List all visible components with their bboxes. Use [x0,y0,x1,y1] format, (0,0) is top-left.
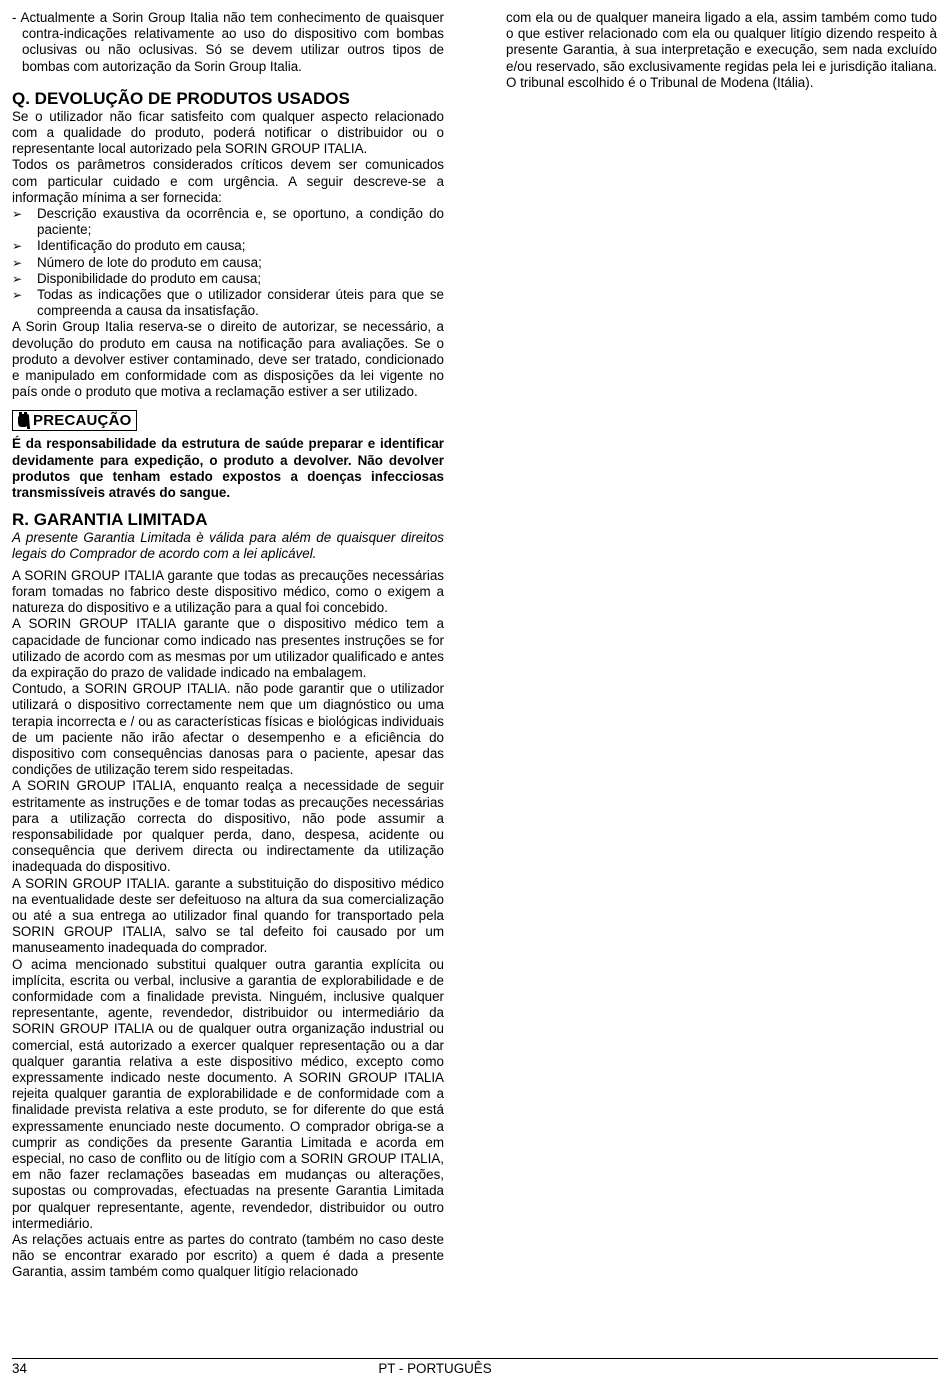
list-item: ➢ Disponibilidade do produto em causa; [12,270,262,286]
language-label: PT - PORTUGUÊS [378,1361,492,1376]
contraindication-item: - Actualmente a Sorin Group Italia não tem conhecimento de quaisquer contra-indicações relativamente ao uso do dispositivo com bombas oclusivas ou não oclusivas. Só se devem utilizar outros tipos de bombas com autorização da Sorin Group Italia. [12,10,444,74]
warranty-paragraph-6: O acima mencionado substitui qualquer outra garantia explícita ou implícita, escrita ou verbal, inclusive a garantia de explorabilidade e de conformidade com a finalidade prevista. Ninguém, inclusive qualquer representante, agente, revendedor, distribuidor ou intermediário da SORIN GROUP ITALIA ou de qualquer outra organização industrial ou comercial, está autorizado a exercer qualquer representação ou a dar qualquer garantia relativa a este dispositivo médico, excepto como expressamente indicado neste documento. A SORIN GROUP ITALIA rejeita qualquer garantia de explorabilidade e de conformidade com a finalidade prevista relativa a este produto, se for diferente do que está expressamente enunciado neste documento. O comprador obriga-se a cumprir as condições da presente Garantia Limitada e acorda em especial, no caso de conflito ou de litígio com a SORIN GROUP ITALIA, em não fazer reclamações baseadas em mudanças ou alterações, supostas ou comprovadas, efectuadas na presente Garantia Limitada por qualquer representante, agente, revendedor, distribuidor ou outro intermediário. [12,956,444,1231]
warranty-intro: A presente Garantia Limitada è válida para além de quaisquer direitos legais do Comprador de acordo com a lei aplicável. [12,530,444,562]
list-item: ➢ Número de lote do produto em causa; [12,254,262,270]
hand-caution-icon [17,412,30,429]
footer-divider [12,1358,938,1359]
caution-label: PRECAUÇÃO [33,412,132,430]
list-item: ➢ Descrição exaustiva da ocorrência e, se oportuno, a condição do paciente; [12,206,444,238]
arrow-bullet-icon: ➢ [12,207,23,222]
caution-text: É da responsabilidade da estrutura de saúde preparar e identificar devidamente para expedição, o produto a devolver. Não devolver produtos que tenham estado expostos a doenças infecciosas transmissíveis através do sangue. [12,436,444,501]
warranty-continuation: com ela ou de qualquer maneira ligado a ela, assim também como tudo o que estiver relacionado com ela ou qualquer litígio dizendo respeito à presente Garantia, à sua interpretação e execução, sem nada excluído e/ou reservado, são exclusivamente regidas pela lei e jurisdição italiana. O tribunal escolhido é o Tribunal de Modena (Itália). [506,10,937,90]
required-info-list [12,206,444,319]
arrow-bullet-icon: ➢ [12,255,23,270]
warranty-paragraph-2: A SORIN GROUP ITALIA garante que o dispositivo médico tem a capacidade de funcionar como indicado nas presentes instruções se for utilizado de acordo com as mesmas por um utilizador qualificado e antes da expiração do prazo de validade indicado na embalagem. [12,616,444,680]
section-q-paragraph-2: Todos os parâmetros considerados críticos devem ser comunicados com particular cuidado e com urgência. A seguir descreve-se a informação mínima a ser fornecida: [12,157,444,205]
section-r-heading: R. GARANTIA LIMITADA [12,510,208,530]
warranty-paragraph-3: Contudo, a SORIN GROUP ITALIA. não pode garantir que o utilizador utilizará o dispositivo correctamente nem que um diagnóstico ou uma terapia incorrecta e / ou as características físicas e biológicas individuais de um paciente não irão afectar o desempenho e a eficiência do dispositivo com consequências danosas para o paciente, apesar das condições de utilização terem sido respeitadas. [12,681,444,778]
section-q-paragraph-3: A Sorin Group Italia reserva-se o direito de autorizar, se necessário, a devolução do produto em causa na notificação para avaliações. Se o produto a devolver estiver contaminado, deve ser tratado, condicionado e manipulado em conformidade com as disposições da lei vigente no país onde o produto que motiva a reclamação estiver a ser utilizado. [12,319,444,400]
left-column [12,10,444,1281]
caution-box [12,410,137,431]
arrow-bullet-icon: ➢ [12,239,23,254]
section-q-paragraph-1: Se o utilizador não ficar satisfeito com qualquer aspecto relacionado com a qualidade do produto, poderá notificar o distribuidor ou o representante local autorizado pela SORIN GROUP ITALIA. [12,108,444,157]
arrow-bullet-icon: ➢ [12,271,23,286]
arrow-bullet-icon: ➢ [12,288,23,303]
warranty-paragraph-7: As relações actuais entre as partes do contrato (também no caso deste não se encontrar exarado por escrito) a quem é dada a presente Garantia, assim também como qualquer litígio relacionado [12,1232,444,1280]
warranty-paragraph-4: A SORIN GROUP ITALIA, enquanto realça a necessidade de seguir estritamente as instruções e de tomar todas as precauções necessárias para a utilização correcta do dispositivo, não pode assumir a responsabilidade por qualquer perda, dano, despesa, acidente ou consequência que derivem directa ou indirectamente da utilização inadequada do dispositivo. [12,778,444,875]
page-number: 34 [12,1361,27,1376]
right-column [506,10,937,91]
warranty-paragraph-5: A SORIN GROUP ITALIA. garante a substituição do dispositivo médico na eventualidade deste ser defeituoso na altura da sua comercialização ou até a sua entrega ao utilizador final quando for transportado pela SORIN GROUP ITALIA, salvo se tal defeito foi causado por um manuseamento inadequada do comprador. [12,875,444,956]
list-item: ➢ Todas as indicações que o utilizador considerar úteis para que se compreenda a causa da insatisfação. [12,287,444,319]
warranty-paragraph-1: A SORIN GROUP ITALIA garante que todas as precauções necessárias foram tomadas no fabrico deste dispositivo médico, como o exigem a natureza do dispositivo e a utilização para a qual foi concebido. [12,567,444,616]
list-item: ➢ Identificação do produto em causa; [12,238,246,254]
section-q-heading: Q. DEVOLUÇÃO DE PRODUTOS USADOS [12,88,350,108]
